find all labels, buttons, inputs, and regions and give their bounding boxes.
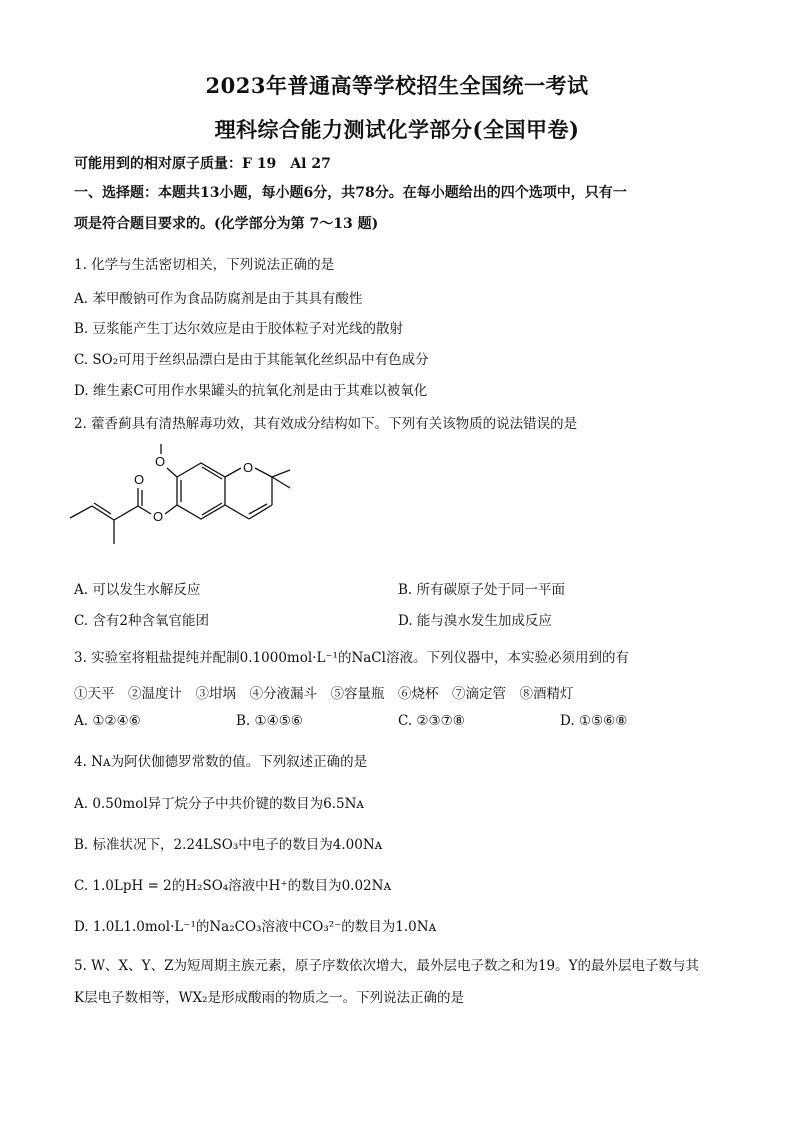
q4-option-a: A. 0.50mol异丁烷分子中共价键的数目为6.5Nᴀ xyxy=(74,796,365,812)
exam-title: 2023年普通高等学校招生全国统一考试 xyxy=(205,73,589,98)
q2-option-b: B. 所有碳原子处于同一平面 xyxy=(398,582,566,598)
ring-o-bond xyxy=(225,468,241,477)
q5-stem-line2: K层电子数相等，WX₂是形成酸雨的物质之一。下列说法正确的是 xyxy=(74,990,464,1006)
q4-option-b: B. 标准状况下，2.24LSO₃中电子的数目为4.00Nᴀ xyxy=(74,837,383,853)
q2-option-d: D. 能与溴水发生加成反应 xyxy=(398,613,552,629)
exam-subtitle: 理科综合能力测试化学部分(全国甲卷) xyxy=(214,117,580,142)
section-header-line1: 一、选择题：本题共13小题，每小题6分，共78分。在每小题给出的四个选项中，只有一 xyxy=(74,185,627,201)
q4-option-c: C. 1.0LpH = 2的H₂SO₄溶液中H⁺的数目为0.02Nᴀ xyxy=(74,878,392,894)
q3-option-c: C. ②③⑦⑧ xyxy=(398,713,465,729)
ester-oxygen-label: O xyxy=(153,509,164,524)
q2-option-c: C. 含有2种含氧官能团 xyxy=(74,613,210,629)
section-header-line2: 项是符合题目要求的。(化学部分为第 7～13 题) xyxy=(74,216,379,232)
q3-option-a: A. ①②④⑥ xyxy=(74,713,141,729)
methoxy-oxygen-label: O xyxy=(155,454,166,469)
molecular-structure-diagram xyxy=(66,444,306,554)
q1-option-c: C. SO₂可用于丝织品漂白是由于其能氧化丝织品中有色成分 xyxy=(74,352,429,368)
q1-option-b: B. 豆浆能产生丁达尔效应是由于胶体粒子对光线的散射 xyxy=(74,321,404,337)
q3-option-b: B. ①④⑤⑥ xyxy=(236,713,303,729)
q5-stem-line1: 5. W、X、Y、Z为短周期主族元素，原子序数依次增大，最外层电子数之和为19。Y的最外层电子数与其 xyxy=(74,958,700,974)
benzene-ring xyxy=(177,463,225,519)
q3-instruments: ①天平 ②温度计 ③坩埚 ④分液漏斗 ⑤容量瓶 ⑥烧杯 ⑦滴定管 ⑧酒精灯 xyxy=(74,686,574,702)
q3-option-d: D. ①⑤⑥⑧ xyxy=(560,713,628,729)
q1-option-d: D. 维生素C可用作水果罐头的抗氧化剂是由于其难以被氧化 xyxy=(74,383,428,399)
atomic-mass-line: 可能用到的相对原子质量：F 19 Al 27 xyxy=(74,156,331,172)
carbonyl-oxygen-label: O xyxy=(134,472,145,487)
q4-option-d: D. 1.0L1.0mol·L⁻¹的Na₂CO₃溶液中CO₃²⁻的数目为1.0Nᴀ xyxy=(74,919,437,935)
q3-stem: 3. 实验室将粗盐提纯并配制0.1000mol·L⁻¹的NaCl溶液。下列仪器中，本实验必须用到的有 xyxy=(74,650,629,666)
ring-oxygen-label: O xyxy=(243,460,254,475)
ester-o-bond xyxy=(165,505,177,514)
q2-stem: 2. 藿香蓟具有清热解毒功效，其有效成分结构如下。下列有关该物质的说法错误的是 xyxy=(74,416,578,432)
q2-option-a: A. 可以发生水解反应 xyxy=(74,582,201,598)
methoxy-bond xyxy=(167,468,177,477)
q4-stem: 4. Nᴀ为阿伏伽德罗常数的值。下列叙述正确的是 xyxy=(74,754,368,770)
q1-option-a: A. 苯甲酸钠可作为食品防腐剂是由于其具有酸性 xyxy=(74,291,363,307)
q1-stem: 1. 化学与生活密切相关，下列说法正确的是 xyxy=(74,257,335,273)
